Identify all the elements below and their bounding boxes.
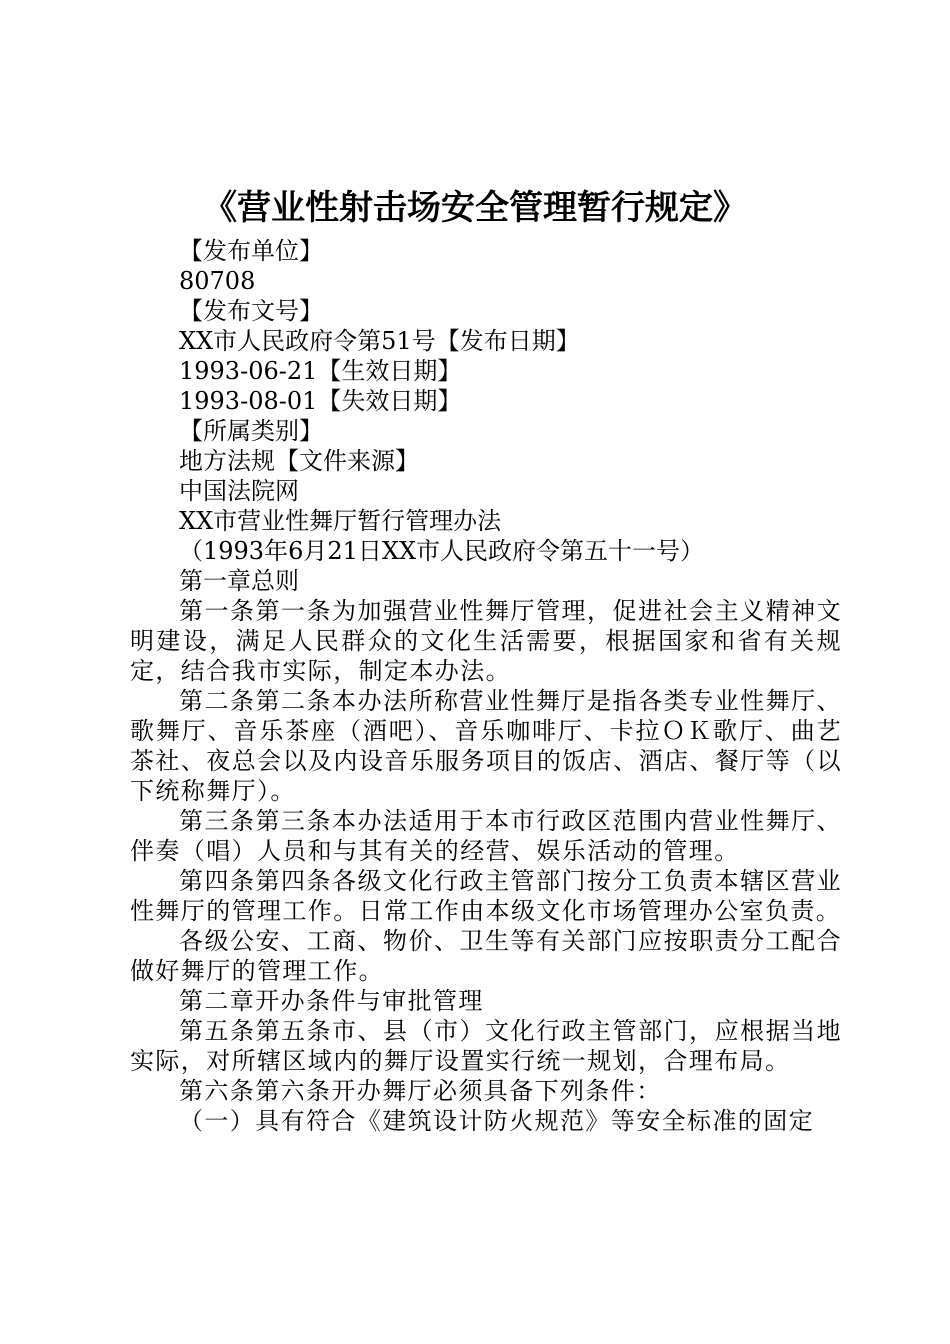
- meta-publisher-label: 【发布单位】: [179, 237, 323, 265]
- regulation-issuance: （1993年6月21日XX市人民政府令第五十一号）: [179, 537, 705, 565]
- article-paragraph: 第五条第五条市、县（市）文化行政主管部门，应根据当地实际，对所辖区域内的舞厅设置实行统一规划，合理布局。: [130, 1017, 842, 1075]
- regulation-title: XX市营业性舞厅暂行管理办法: [179, 507, 502, 535]
- meta-category-value: 地方法规【文件来源】: [179, 447, 419, 475]
- meta-publisher-value: 80708: [179, 267, 256, 295]
- article-paragraph: 第四条第四条各级文化行政主管部门按分工负责本辖区营业性舞厅的管理工作。日常工作由本级文化市场管理办公室负责。: [130, 867, 842, 925]
- article-paragraph: 第二条第二条本办法所称营业性舞厅是指各类专业性舞厅、歌舞厅、音乐茶座（酒吧）、音乐咖啡厅、卡拉ＯＫ歌厅、曲艺茶社、夜总会以及内设音乐服务项目的饭店、酒店、餐厅等（以下统称舞厅）。: [130, 687, 842, 805]
- meta-publish-date: 1993-06-21【生效日期】: [179, 357, 462, 385]
- document-body: [130, 236, 842, 1136]
- article-paragraph: 各级公安、工商、物价、卫生等有关部门应按职责分工配合做好舞厅的管理工作。: [130, 927, 842, 985]
- document-title: 《营业性射击场安全管理暂行规定》: [203, 188, 747, 228]
- meta-doc-number-label: 【发布文号】: [179, 297, 323, 325]
- article-paragraph: （一）具有符合《建筑设计防火规范》等安全标准的固定: [179, 1107, 814, 1135]
- article-paragraph: 第六条第六条开办舞厅必须具备下列条件：: [179, 1077, 662, 1105]
- meta-category-label: 【所属类别】: [179, 417, 323, 445]
- meta-doc-number-value: XX市人民政府令第51号【发布日期】: [179, 327, 580, 355]
- meta-source-value: 中国法院网: [179, 477, 299, 505]
- chapter-heading: 第二章开办条件与审批管理: [179, 987, 484, 1015]
- chapter-heading: 第一章总则: [179, 567, 299, 595]
- article-paragraph: 第一条第一条为加强营业性舞厅管理，促进社会主义精神文明建设，满足人民群众的文化生活需要，根据国家和省有关规定，结合我市实际，制定本办法。: [130, 597, 842, 685]
- article-paragraph: 第三条第三条本办法适用于本市行政区范围内营业性舞厅、伴奏（唱）人员和与其有关的经营、娱乐活动的管理。: [130, 807, 842, 865]
- meta-effective-date: 1993-08-01【失效日期】: [179, 387, 462, 415]
